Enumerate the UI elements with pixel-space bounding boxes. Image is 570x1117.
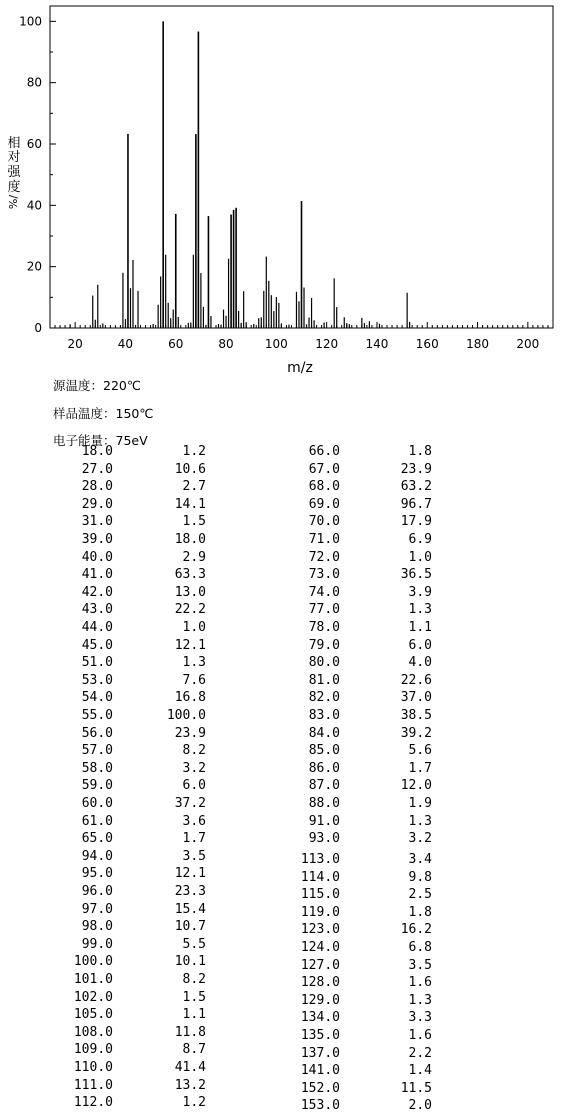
intensity-value: 11.5: [400, 1080, 432, 1096]
mz-value: 69.0: [308, 496, 340, 512]
mz-value: 113.0: [300, 852, 340, 867]
y-tick-label: 80: [26, 75, 42, 90]
mz-value: 43.0: [81, 602, 113, 618]
intensity-value: 6.0: [182, 778, 206, 794]
intensity-value: 10.6: [174, 461, 206, 477]
intensity-value: 1.1: [182, 1007, 206, 1023]
intensity-value: 16.2: [400, 922, 432, 938]
x-tick-label: 100: [264, 337, 288, 351]
intensity-value: 10.1: [174, 954, 206, 970]
intensity-value: 3.5: [408, 957, 432, 973]
y-tick-label: 60: [26, 137, 42, 151]
intensity-value: 1.3: [408, 813, 432, 829]
intensity-value: 63.2: [400, 479, 432, 495]
mz-value: 99.0: [81, 936, 113, 952]
mz-value: 81.0: [308, 672, 340, 688]
mz-value: 94.0: [81, 848, 113, 864]
source-temperature: 源温度：220℃: [53, 378, 141, 393]
x-tick-labels: [68, 337, 540, 351]
mz-value: 73.0: [308, 567, 340, 583]
intensity-value: 2.5: [408, 887, 432, 903]
y-axis-label-unit: %/: [7, 194, 20, 210]
mz-value: 29.0: [81, 496, 113, 512]
intensity-value: 9.8: [408, 869, 432, 885]
mz-value: 127.0: [300, 957, 340, 973]
intensity-value: 18.0: [174, 532, 206, 547]
mz-value: 84.0: [308, 725, 340, 741]
mz-value: 137.0: [300, 1045, 340, 1061]
intensity-value: 1.9: [408, 796, 432, 811]
intensity-value: 12.1: [174, 637, 206, 653]
mz-value: 45.0: [81, 637, 113, 653]
intensity-value: 5.5: [182, 936, 206, 952]
mz-value: 65.0: [81, 831, 113, 847]
mz-value: 134.0: [300, 1010, 340, 1026]
intensity-value: 8.2: [182, 972, 206, 987]
x-axis-label: m/z: [287, 360, 313, 375]
mz-value: 53.0: [81, 672, 113, 688]
intensity-value: 63.3: [174, 567, 206, 583]
intensity-value: 13.2: [174, 1077, 206, 1093]
mz-value: 129.0: [300, 992, 340, 1008]
mz-value: 70.0: [308, 514, 340, 530]
intensity-value: 37.0: [400, 690, 432, 706]
intensity-value: 22.6: [400, 672, 432, 688]
mz-value: 41.0: [81, 567, 113, 583]
intensity-value: 23.9: [400, 461, 432, 477]
intensity-value: 36.5: [400, 567, 432, 583]
mz-value: 153.0: [300, 1098, 340, 1114]
mz-value: 124.0: [300, 940, 340, 955]
intensity-value: 3.4: [408, 852, 432, 867]
intensity-value: 41.4: [174, 1060, 206, 1075]
mass-spectrum-chart: [0, 0, 570, 375]
x-tick-label: 20: [67, 337, 83, 351]
intensity-value: 1.8: [408, 904, 432, 920]
intensity-value: 23.3: [174, 884, 206, 899]
x-tick-label: 160: [415, 337, 439, 351]
x-tick-label: 120: [315, 337, 339, 351]
intensity-value: 16.8: [174, 690, 206, 706]
mz-value: 74.0: [308, 584, 340, 600]
x-tick-label: 40: [117, 337, 134, 351]
mz-value: 71.0: [308, 532, 340, 547]
mz-value: 112.0: [73, 1095, 113, 1111]
electron-energy: 电子能量：75eV: [53, 433, 148, 448]
mz-value: 128.0: [300, 975, 340, 991]
mz-value: 31.0: [81, 514, 113, 530]
intensity-value: 1.0: [182, 620, 206, 635]
intensity-value: 96.7: [400, 496, 432, 512]
mz-value: 18.0: [81, 444, 113, 459]
mz-value: 44.0: [81, 620, 113, 635]
mz-value: 115.0: [300, 887, 340, 903]
intensity-value: 1.0: [408, 549, 432, 565]
y-axis-label-char-3: 强: [7, 165, 21, 180]
mz-value: 66.0: [308, 444, 340, 459]
mz-value: 78.0: [308, 620, 340, 635]
intensity-value: 1.3: [408, 992, 432, 1008]
mz-value: 40.0: [81, 549, 113, 565]
intensity-value: 3.2: [182, 760, 206, 776]
intensity-value: 100.0: [166, 708, 206, 723]
intensity-value: 23.9: [174, 725, 206, 741]
intensity-value: 3.2: [408, 831, 432, 847]
mz-value: 60.0: [81, 796, 113, 811]
intensity-value: 1.1: [408, 620, 432, 635]
intensity-value: 1.3: [182, 655, 206, 671]
intensity-value: 8.2: [182, 743, 206, 759]
intensity-value: 14.1: [174, 496, 206, 512]
sample-temperature: 样品温度：150℃: [53, 406, 154, 421]
mz-value: 101.0: [73, 972, 113, 987]
mz-value: 87.0: [308, 778, 340, 794]
mz-value: 39.0: [81, 532, 113, 547]
intensity-value: 6.9: [408, 532, 432, 547]
mz-value: 108.0: [73, 1024, 113, 1040]
intensity-value: 11.8: [174, 1024, 206, 1040]
mz-value: 109.0: [73, 1042, 113, 1058]
y-tick-labels: [19, 14, 42, 335]
intensity-value: 1.7: [182, 831, 206, 847]
mz-value: 102.0: [73, 989, 113, 1005]
intensity-value: 12.0: [400, 778, 432, 794]
mz-value: 61.0: [81, 813, 113, 829]
intensity-value: 17.9: [400, 514, 432, 530]
mz-value: 93.0: [308, 831, 340, 847]
intensity-value: 8.7: [182, 1042, 206, 1058]
intensity-value: 38.5: [400, 708, 432, 723]
mz-value: 100.0: [73, 954, 113, 970]
intensity-value: 10.7: [174, 919, 206, 935]
intensity-value: 4.0: [408, 655, 432, 671]
mz-value: 82.0: [308, 690, 340, 706]
mz-value: 72.0: [308, 549, 340, 565]
mz-value: 91.0: [308, 813, 340, 829]
intensity-value: 1.6: [408, 1028, 432, 1043]
mz-value: 59.0: [81, 778, 113, 794]
intensity-value: 37.2: [174, 796, 206, 811]
intensity-value: 6.8: [408, 940, 432, 955]
mz-value: 114.0: [300, 869, 340, 885]
mz-value: 110.0: [73, 1060, 113, 1075]
mz-value: 88.0: [308, 796, 340, 811]
mz-value: 54.0: [81, 690, 113, 706]
mz-value: 83.0: [308, 708, 340, 723]
intensity-value: 6.0: [408, 637, 432, 653]
mz-value: 119.0: [300, 904, 340, 920]
intensity-value: 1.5: [182, 514, 206, 530]
mz-value: 27.0: [81, 461, 113, 477]
intensity-value: 7.6: [182, 672, 206, 688]
mz-value: 135.0: [300, 1028, 340, 1043]
mz-value: 58.0: [81, 760, 113, 776]
intensity-value: 22.2: [174, 602, 206, 618]
intensity-value: 3.3: [408, 1010, 432, 1026]
intensity-value: 15.4: [174, 901, 206, 917]
x-tick-label: 200: [516, 337, 540, 351]
mz-value: 67.0: [308, 461, 340, 477]
x-tick-label: 180: [466, 337, 490, 351]
intensity-value: 39.2: [400, 725, 432, 741]
x-tick-label: 80: [218, 337, 234, 351]
y-tick-label: 0: [34, 321, 42, 335]
mz-value: 105.0: [73, 1007, 113, 1023]
mz-value: 111.0: [73, 1077, 113, 1093]
mz-value: 79.0: [308, 637, 340, 653]
mz-value: 57.0: [81, 743, 113, 759]
mz-value: 96.0: [81, 884, 113, 899]
y-axis-label-char-2: 对: [7, 150, 21, 165]
intensity-value: 3.9: [408, 584, 432, 600]
intensity-value: 2.7: [182, 479, 206, 495]
intensity-value: 3.6: [182, 813, 206, 829]
mz-value: 77.0: [308, 602, 340, 618]
mz-value: 28.0: [81, 479, 113, 495]
intensity-value: 12.1: [174, 866, 206, 882]
mz-value: 152.0: [300, 1080, 340, 1096]
intensity-value: 3.5: [182, 848, 206, 864]
y-tick-label: 20: [26, 259, 42, 274]
intensity-value: 1.5: [182, 989, 206, 1005]
intensity-value: 1.2: [182, 1095, 206, 1111]
intensity-value: 1.6: [408, 975, 432, 991]
mz-value: 141.0: [300, 1063, 340, 1079]
intensity-value: 1.4: [408, 1063, 432, 1079]
mz-value: 68.0: [308, 479, 340, 495]
y-axis-label-char-1: 相: [7, 136, 21, 151]
mz-value: 97.0: [81, 901, 113, 917]
mz-value: 98.0: [81, 919, 113, 935]
y-tick-label: 40: [26, 198, 42, 213]
intensity-value: 1.3: [408, 602, 432, 618]
mz-value: 80.0: [308, 655, 340, 671]
mz-value: 95.0: [81, 866, 113, 882]
mz-value: 51.0: [81, 655, 113, 671]
mz-value: 86.0: [308, 760, 340, 776]
x-tick-label: 60: [168, 337, 184, 351]
mz-value: 55.0: [81, 708, 113, 723]
intensity-value: 1.2: [182, 444, 206, 459]
intensity-value: 2.0: [408, 1098, 432, 1114]
y-axis-label: [7, 135, 21, 209]
y-tick-label: 100: [19, 14, 42, 29]
mz-value: 85.0: [308, 743, 340, 759]
mz-value: 123.0: [300, 922, 340, 938]
y-axis-label-char-4: 度: [7, 180, 21, 195]
intensity-value: 1.8: [408, 444, 432, 459]
intensity-value: 2.9: [182, 549, 206, 565]
intensity-value: 2.2: [408, 1045, 432, 1061]
intensity-value: 5.6: [408, 743, 432, 759]
intensity-value: 13.0: [174, 584, 206, 600]
x-tick-label: 140: [365, 337, 389, 351]
mz-value: 42.0: [81, 584, 113, 600]
peak-bars: [70, 21, 410, 328]
mz-value: 56.0: [81, 725, 113, 741]
intensity-value: 1.7: [408, 760, 432, 776]
